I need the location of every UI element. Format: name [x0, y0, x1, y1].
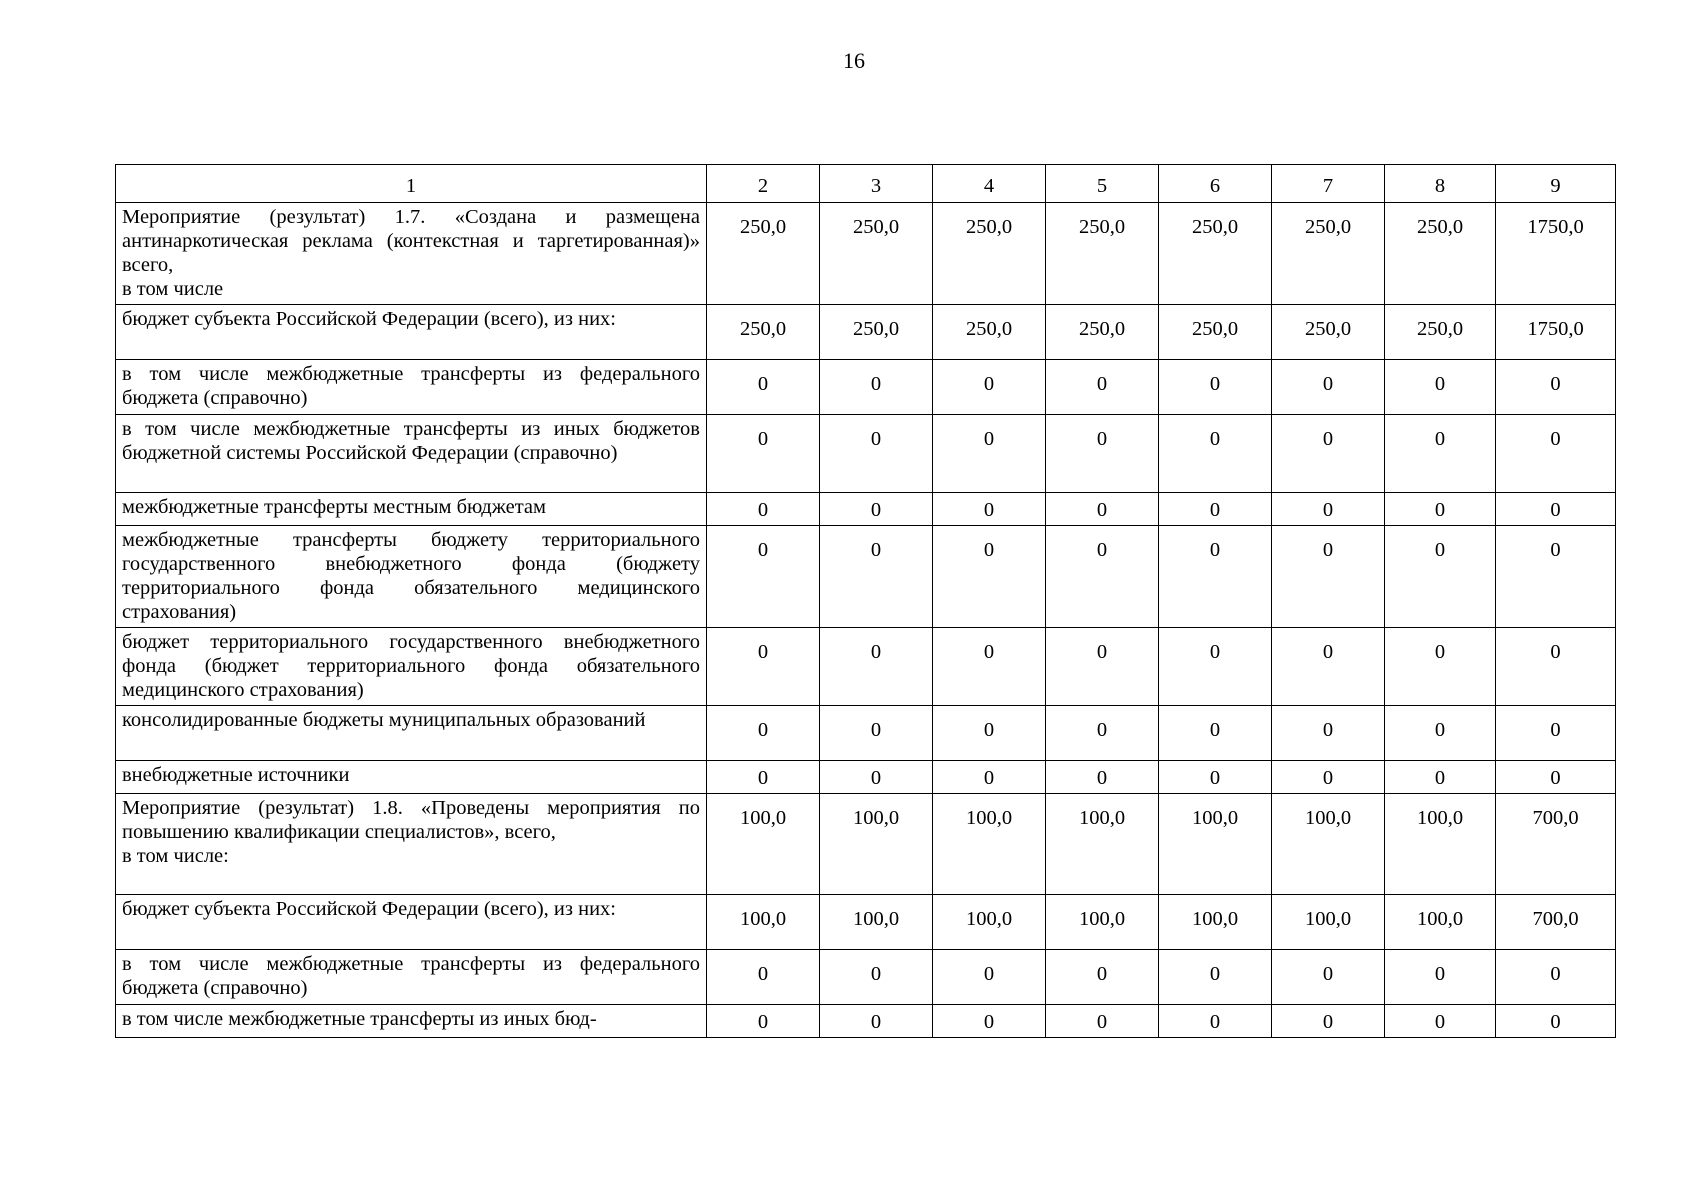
row-value: 0: [1385, 761, 1496, 794]
row-value: 0: [1272, 1005, 1385, 1038]
row-label: бюджет территориального государственного внебюджетного фонда (бюджет территориального фонда обязательного медицинского страхования): [116, 628, 707, 706]
column-header: 4: [933, 165, 1046, 203]
row-value: 250,0: [1046, 305, 1159, 360]
row-value: 100,0: [820, 794, 933, 895]
row-value: 0: [1046, 415, 1159, 493]
row-value: 250,0: [933, 305, 1046, 360]
row-value: 0: [1385, 706, 1496, 761]
row-value: 0: [1046, 950, 1159, 1005]
table-row: [116, 360, 1616, 415]
column-header: 5: [1046, 165, 1159, 203]
row-value: 0: [1496, 1005, 1616, 1038]
row-value: 0: [1496, 493, 1616, 526]
row-value: 0: [1272, 360, 1385, 415]
row-value: 0: [933, 526, 1046, 628]
row-value: 0: [1496, 360, 1616, 415]
column-header: 7: [1272, 165, 1385, 203]
table-row: [116, 761, 1616, 794]
row-value: 1750,0: [1496, 203, 1616, 305]
column-header: 6: [1159, 165, 1272, 203]
row-value: 250,0: [820, 203, 933, 305]
row-value: 0: [933, 950, 1046, 1005]
row-value: 0: [1496, 950, 1616, 1005]
row-label: в том числе межбюджетные трансферты из иных бюд-: [116, 1005, 707, 1038]
row-label: межбюджетные трансферты бюджету территориального государственного внебюджетного фонда (бюджету территориального фонда обязательного медицинского страхования): [116, 526, 707, 628]
row-value: 0: [707, 526, 820, 628]
row-value: 0: [1272, 493, 1385, 526]
row-value: 250,0: [707, 203, 820, 305]
row-value: 0: [1159, 526, 1272, 628]
row-label: Мероприятие (результат) 1.8. «Проведены мероприятия по повышению квалификации специалистов», всего, в том числе:: [116, 794, 707, 895]
table-row: [116, 1005, 1616, 1038]
row-value: 0: [1272, 761, 1385, 794]
row-value: 0: [820, 526, 933, 628]
budget-table: [115, 164, 1616, 1038]
row-label: в том числе межбюджетные трансферты из федерального бюджета (справочно): [116, 360, 707, 415]
row-value: 250,0: [820, 305, 933, 360]
row-value: 250,0: [1385, 203, 1496, 305]
row-value: 250,0: [1159, 203, 1272, 305]
row-value: 0: [1159, 360, 1272, 415]
row-value: 0: [820, 493, 933, 526]
row-value: 100,0: [933, 895, 1046, 950]
row-value: 0: [707, 628, 820, 706]
row-value: 100,0: [707, 794, 820, 895]
row-value: 0: [1496, 706, 1616, 761]
column-header: 1: [116, 165, 707, 203]
row-label: Мероприятие (результат) 1.7. «Создана и размещена антинаркотическая реклама (контекстная и таргетированная)» всего, в том числе: [116, 203, 707, 305]
row-value: 100,0: [1385, 895, 1496, 950]
row-value: 0: [933, 761, 1046, 794]
row-value: 0: [1385, 360, 1496, 415]
row-value: 0: [1272, 706, 1385, 761]
row-value: 0: [1046, 761, 1159, 794]
row-value: 250,0: [1385, 305, 1496, 360]
row-value: 0: [1159, 493, 1272, 526]
row-value: 700,0: [1496, 794, 1616, 895]
row-value: 250,0: [1272, 305, 1385, 360]
row-value: 250,0: [1272, 203, 1385, 305]
row-value: 0: [933, 706, 1046, 761]
column-header: 3: [820, 165, 933, 203]
row-value: 0: [820, 1005, 933, 1038]
row-label: межбюджетные трансферты местным бюджетам: [116, 493, 707, 526]
row-value: 0: [1272, 526, 1385, 628]
row-value: 0: [707, 950, 820, 1005]
row-value: 0: [1272, 950, 1385, 1005]
row-value: 0: [1272, 415, 1385, 493]
table-row: [116, 628, 1616, 706]
row-value: 0: [1046, 1005, 1159, 1038]
row-value: 100,0: [1272, 794, 1385, 895]
row-value: 0: [1272, 628, 1385, 706]
row-value: 100,0: [1272, 895, 1385, 950]
row-value: 0: [1159, 628, 1272, 706]
row-label: в том числе межбюджетные трансферты из иных бюджетов бюджетной системы Российской Федерации (справочно): [116, 415, 707, 493]
row-value: 100,0: [933, 794, 1046, 895]
row-value: 0: [1385, 628, 1496, 706]
row-label: консолидированные бюджеты муниципальных образований: [116, 706, 707, 761]
row-value: 250,0: [707, 305, 820, 360]
row-value: 100,0: [1046, 794, 1159, 895]
row-value: 0: [820, 415, 933, 493]
row-value: 0: [1159, 415, 1272, 493]
table-row: [116, 706, 1616, 761]
row-value: 0: [820, 628, 933, 706]
row-value: 100,0: [820, 895, 933, 950]
row-value: 0: [820, 950, 933, 1005]
row-value: 100,0: [1159, 794, 1272, 895]
row-value: 0: [1385, 415, 1496, 493]
row-value: 0: [1046, 706, 1159, 761]
row-value: 0: [820, 360, 933, 415]
row-value: 0: [1159, 761, 1272, 794]
row-value: 0: [1046, 360, 1159, 415]
row-value: 1750,0: [1496, 305, 1616, 360]
row-value: 0: [707, 360, 820, 415]
page-number: 16: [843, 48, 865, 73]
row-value: 0: [707, 493, 820, 526]
row-value: 0: [1385, 493, 1496, 526]
row-value: 100,0: [1046, 895, 1159, 950]
row-value: 0: [1046, 628, 1159, 706]
row-value: 0: [1385, 526, 1496, 628]
row-value: 250,0: [1159, 305, 1272, 360]
row-value: 0: [933, 415, 1046, 493]
table-row: [116, 895, 1616, 950]
row-value: 100,0: [1159, 895, 1272, 950]
table-row: [116, 203, 1616, 305]
table-row: [116, 794, 1616, 895]
row-value: 0: [820, 706, 933, 761]
row-label: внебюджетные источники: [116, 761, 707, 794]
row-value: 0: [1385, 1005, 1496, 1038]
table-header-row: [116, 165, 1616, 203]
table-row: [116, 415, 1616, 493]
row-value: 0: [707, 1005, 820, 1038]
row-value: 0: [1046, 526, 1159, 628]
table-row: [116, 493, 1616, 526]
table-row: [116, 526, 1616, 628]
row-value: 0: [707, 761, 820, 794]
column-header: 8: [1385, 165, 1496, 203]
row-value: 0: [1496, 761, 1616, 794]
row-value: 0: [1046, 493, 1159, 526]
row-value: 0: [933, 360, 1046, 415]
row-value: 0: [820, 761, 933, 794]
row-label: бюджет субъекта Российской Федерации (всего), из них:: [116, 895, 707, 950]
column-header: 9: [1496, 165, 1616, 203]
table-row: [116, 305, 1616, 360]
row-value: 700,0: [1496, 895, 1616, 950]
row-value: 100,0: [707, 895, 820, 950]
column-header: 2: [707, 165, 820, 203]
row-label: в том числе межбюджетные трансферты из федерального бюджета (справочно): [116, 950, 707, 1005]
row-value: 100,0: [1385, 794, 1496, 895]
table-row: [116, 950, 1616, 1005]
row-value: 0: [1385, 950, 1496, 1005]
row-value: 0: [933, 1005, 1046, 1038]
row-label: бюджет субъекта Российской Федерации (всего), из них:: [116, 305, 707, 360]
row-value: 250,0: [1046, 203, 1159, 305]
row-value: 0: [1496, 415, 1616, 493]
row-value: 0: [707, 415, 820, 493]
row-value: 0: [1496, 526, 1616, 628]
row-value: 0: [933, 493, 1046, 526]
row-value: 0: [933, 628, 1046, 706]
row-value: 0: [1159, 706, 1272, 761]
row-value: 0: [1496, 628, 1616, 706]
row-value: 250,0: [933, 203, 1046, 305]
row-value: 0: [707, 706, 820, 761]
row-value: 0: [1159, 950, 1272, 1005]
row-value: 0: [1159, 1005, 1272, 1038]
